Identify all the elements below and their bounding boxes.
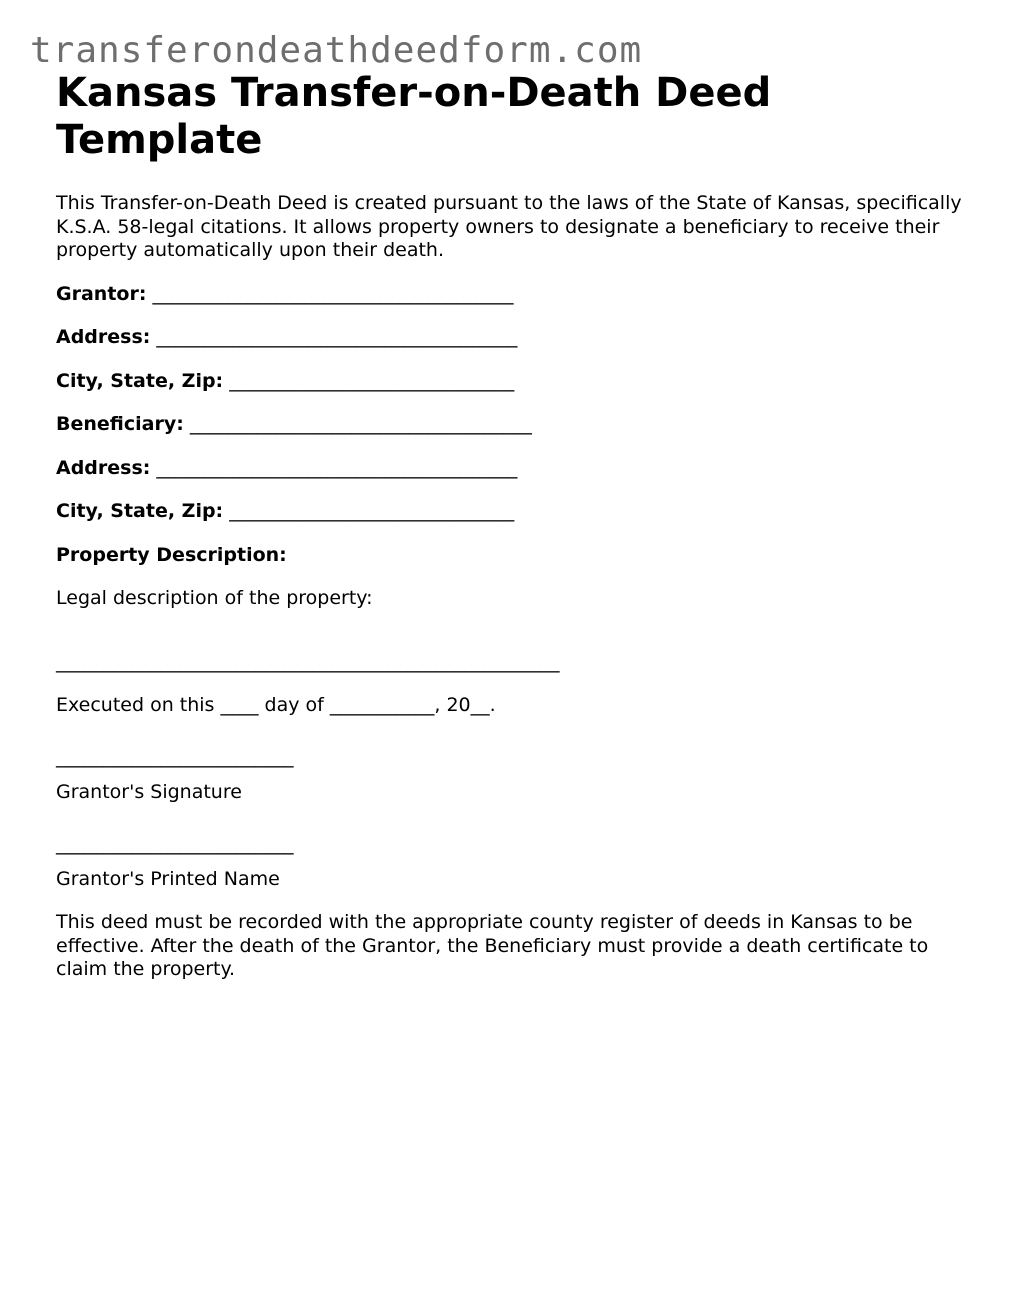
executed-date-line[interactable]: Executed on this ____ day of ___________, 20__. (56, 694, 496, 716)
grantor-city-blank[interactable]: ______________________________ (223, 369, 515, 392)
intro-paragraph: This Transfer-on-Death Deed is created pursuant to the laws of the State of Kansas, specifically K.S.A. 58-legal citations. It allows property owners to designate a beneficiary to receive their property automatically upon their death. (56, 192, 962, 261)
beneficiary-city-field[interactable] (56, 500, 976, 523)
grantor-address-field[interactable] (56, 326, 976, 349)
grantor-blank[interactable]: ______________________________________ (146, 282, 514, 305)
beneficiary-label: Beneficiary: (56, 413, 184, 435)
beneficiary-blank[interactable]: ____________________________________ (183, 413, 532, 435)
document-title: Kansas Transfer-on-Death Deed Template (56, 70, 772, 163)
closing-paragraph: This deed must be recorded with the appropriate county register of deeds in Kansas to be effective. After the death of the Grantor, the Beneficiary must provide a death certificate to claim the property. (56, 911, 929, 980)
grantor-city-label: City, State, Zip: (56, 369, 224, 392)
beneficiary-address-blank[interactable]: ______________________________________ (150, 456, 518, 479)
beneficiary-city-blank[interactable]: ______________________________ (223, 500, 515, 522)
party-fields (56, 283, 976, 567)
legal-description-label: Legal description of the property: (56, 587, 373, 609)
beneficiary-field[interactable] (56, 413, 976, 436)
watermark-text: transferondeathdeedform.com (30, 30, 643, 71)
grantor-address-label: Address: (56, 326, 151, 348)
grantor-field[interactable] (56, 283, 976, 306)
printed-name-line[interactable]: _________________________ (56, 833, 294, 855)
property-description-heading (56, 544, 976, 567)
property-description-label: Property Description: (56, 543, 287, 566)
beneficiary-address-label: Address: (56, 456, 151, 479)
beneficiary-city-label: City, State, Zip: (56, 500, 224, 522)
grantor-city-field[interactable] (56, 370, 976, 393)
legal-description-line[interactable]: _____________________________________________________ (56, 651, 560, 673)
document-body (56, 70, 976, 1001)
beneficiary-address-field[interactable] (56, 457, 976, 480)
signature-label: Grantor's Signature (56, 781, 242, 803)
signature-line[interactable]: _________________________ (56, 746, 294, 768)
printed-name-label: Grantor's Printed Name (56, 868, 280, 890)
grantor-label: Grantor: (56, 282, 147, 305)
grantor-address-blank[interactable]: ______________________________________ (150, 326, 518, 348)
